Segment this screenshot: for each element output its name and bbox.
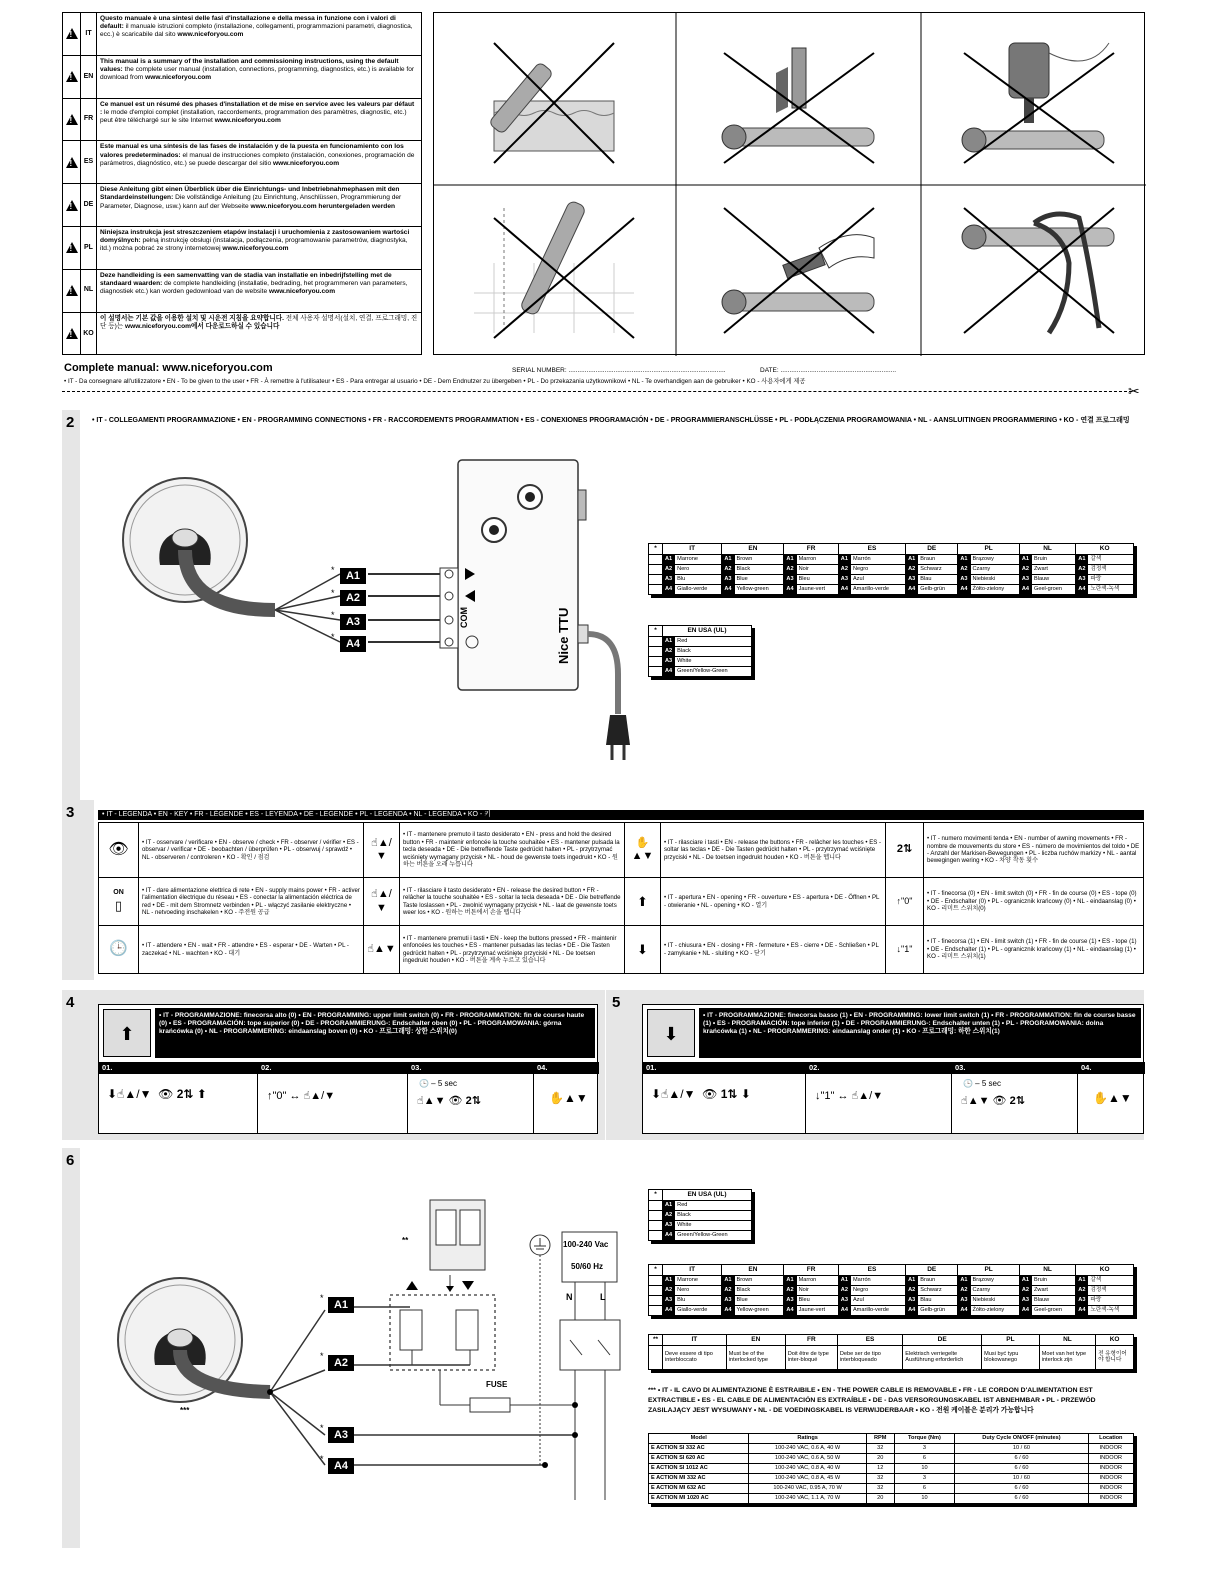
lower-limit-icon: ⬇	[647, 1009, 695, 1057]
language-summary: Niniejsza instrukcja jest streszczeniem etapów instalacji i uruchomienia z zastosowaniem wartości domyślnych: pełną instrukcję obsługi (instalacja, podłączenia, programowanie parametrów, diagnostyka, itd.) można pobrać ze strony internetowej www.niceforyou.com	[100, 228, 410, 253]
date-field: DATE: ................................................................	[760, 367, 897, 374]
no-drill-illustration	[962, 43, 1114, 163]
step-03-icons: ☝▲▼ 👁 2⇅	[961, 1095, 1025, 1107]
usa-color-row: A3 White	[649, 656, 752, 666]
language-code: IT	[81, 13, 97, 55]
color-row: A4 Giallo-verde A4 Yellow-green A4 Jaune-vert A4 Amarillo-verde A4 Gelb-grün A4 Żółto-zielony A4 Geel-groen A4 노란색-녹색	[649, 584, 1134, 594]
wire-color-table: * IT EN FR ES DE PL NL KO A1 Marrone A1 Brown A1 Marron A1 Marrón A1 Braun A1 Brązowy A1 Bruin A1 갈색 A2 Nero A2 Black A2 Noir A2 Negro A2 Schwarz A2 Czarny A2 Zwart A2 검정색 A3 Blu A3 Blue A3 Bleu A3 Azul A3 Blau A3 Niebieski A3 Blauw A3 파랑 A4 Giallo-verde A4 Yellow-green A4 Jaune-vert A4 Amarillo-verde A4 Gelb-grün A4 Żółto-zielony A4 Geel-groen A4 노란색-녹색	[648, 543, 1134, 595]
spec-row: E ACTION SI 1012 AC 100-240 VAC, 0.8 A, 40 W 12 10 6 / 60 INDOOR	[649, 1464, 1134, 1474]
color-row: A4 Giallo-verde A4 Yellow-green A4 Jaune-vert A4 Amarillo-verde A4 Gelb-grün A4 Żółto-zielony A4 Geel-groen A4 노란색-녹색	[649, 1305, 1134, 1315]
section-4-title: • IT - PROGRAMMAZIONE: finecorsa alto (0) • EN - PROGRAMMING: upper limit switch (0) • FR - PROGRAMMATION: fin de course haute (0) • ES - PROGRAMACIÓN: tope superior (0) • DE - PROGRAMMIERUNG-: Endschalter oben (0) • PL - PROGRAMOWANIA: górna krańcówka (0) • NL - PROGRAMMERING: eindaanslag boven (0) • KO - 프로그래밍: 상한 스위치(0)	[155, 1008, 595, 1058]
warning-icon	[63, 270, 81, 312]
device-name: Nice TTU	[556, 607, 571, 664]
spec-row: E ACTION MI 1020 AC 100-240 VAC, 1.1 A, 70 W 20 10 6 / 60 INDOOR	[649, 1494, 1134, 1504]
step-04-icons: ✋▲▼	[549, 1091, 588, 1105]
language-row-es	[63, 141, 421, 184]
usa-color-row: A2 Black	[649, 1210, 752, 1220]
color-row: A1 Marrone A1 Brown A1 Marron A1 Marrón A1 Braun A1 Brązowy A1 Bruin A1 갈색	[649, 1275, 1134, 1285]
legend-press-hold: • IT - mantenere premuto il tasto desiderato • EN - press and hold the desired button • FR - maintenir enfoncée la touche souhaitée • ES - mantener pulsada la tecla deseada • DE - Die betreffende Taste gedrückt halten • PL - przytrzymać wciśnięty wymagany przycisk • NL - houd de gewenste toets ingedrukt • KO - 원하는 버튼을 오래 누릅니다	[400, 823, 625, 878]
power-frequency: 50/60 Hz	[571, 1262, 604, 1271]
step-03-icons: ☝▲▼ 👁 2⇅	[417, 1095, 481, 1107]
language-row-it	[63, 13, 421, 56]
wire-a3-label: A3	[340, 614, 366, 630]
usa-wire-color-table-2: * EN USA (UL) A1 Red A2 Black A3 White A4 Green/Yellow-Green	[648, 1189, 752, 1241]
power-voltage: 100-240 Vac	[563, 1240, 609, 1249]
color-row: A3 Blu A3 Blue A3 Bleu A3 Azul A3 Blau A3 Niebieski A3 Blauw A3 파랑	[649, 1295, 1134, 1305]
legend-limit-1: • IT - finecorsa (1) • EN - limit switch (1) • FR - fin de course (1) • ES - tope (1) • DE - Endschalter (1) • PL - ogranicznik krańcowy (1) • NL - eindaanslag (1) • KO - 리미트 스위치(1)	[924, 926, 1144, 974]
interlock-pl: Musi być typu blokowanego	[982, 1345, 1040, 1369]
color-row: A3 Blu A3 Blue A3 Bleu A3 Azul A3 Blau A3 Niebieski A3 Blauw A3 파랑	[649, 574, 1134, 584]
clock-icon: 🕒	[99, 926, 139, 974]
section-3-side	[62, 800, 94, 980]
step-02: 02.	[809, 1063, 820, 1072]
step-03-timer: 🕒 – 5 sec	[963, 1079, 1001, 1088]
wire-a3-label: A3	[328, 1427, 354, 1443]
legend-awning-count: • IT - numero movimenti tenda • EN - number of awning movements • FR - nombre de mouvements du store • ES - número de movimientos del toldo • DE - Anzahl der Markisen-Bewegungen • PL - liczba ruchów markizy • NL - aantal bewegingen wering • KO - 차양 작동 횟수	[924, 823, 1144, 878]
cut-line	[62, 391, 1132, 392]
wire-a1-label: A1	[328, 1297, 354, 1313]
no-hammer-illustration	[722, 208, 874, 333]
fuse-label: FUSE	[486, 1380, 508, 1389]
language-summary: Ce manuel est un résumé des phases d'installation et de mise en service avec les valeurs par défaut : le mode d'emploi complet (installation, raccordements, programmation des paramètres, diagnostic, etc.) peut être téléchargé sur le site Internet www.niceforyou.com	[100, 100, 415, 125]
no-water-illustration	[488, 43, 614, 163]
serial-number-field: SERIAL NUMBER: .......................................................................................	[512, 367, 726, 374]
language-row-ko	[63, 313, 421, 356]
warning-icon	[63, 313, 81, 356]
language-summary-box	[62, 12, 422, 355]
legend-observe: • IT - osservare / verificare • EN - observe / check • FR - observer / vérifier • ES - observar / verificar • DE - beobachten / überprüfen • PL - obserwuj / sprawdź • NL - observeren / controleren • KO - 확인 / 점검	[139, 823, 364, 878]
step-02: 02.	[261, 1063, 272, 1072]
programming-connection-diagram	[100, 450, 660, 780]
no-drop-illustration	[474, 200, 634, 338]
step-04: 04.	[1081, 1063, 1092, 1072]
cable-removable-note: *** • IT - IL CAVO DI ALIMENTAZIONE È ESTRAIBILE • EN - THE POWER CABLE IS REMOVABLE • FR - LE CORDON D'ALIMENTATION EST EXTRACTIBLE • ES - EL CABLE DE ALIMENTACIÓN ES EXTRAÍBLE • DE - DAS VERSORGUNGSKABEL IST ABNEHMBAR • PL - PRZEWÓD ZASILAJĄCY JEST WYSUWANY • NL - DE VOEDINGSKABEL IS VERWIJDERBAAR • KO - 전원 케이블은 분리가 가능합니다	[648, 1387, 1096, 1414]
language-code: NL	[81, 270, 97, 312]
warning-icon	[63, 141, 81, 183]
release-button-icon: ☝▲/▼	[364, 878, 400, 926]
spec-row: E ACTION SI 620 AC 100-240 VAC, 0.6 A, 50 W 20 6 6 / 60 INDOOR	[649, 1454, 1134, 1464]
spec-row: E ACTION MI 632 AC 100-240 VAC, 0.95 A, 70 W 32 6 6 / 60 INDOOR	[649, 1484, 1134, 1494]
final-connection-diagram	[100, 1180, 630, 1500]
step-01-icons: ⬇☝▲/▼ 👁 1⇅ ⬇	[651, 1087, 751, 1101]
usa-color-row: A1 Red	[649, 1200, 752, 1210]
legend-keep-pressed: • IT - mantenere premuti i tasti • EN - keep the buttons pressed • FR - maintenir enfoncées les touches • ES - mantener pulsadas las teclas • DE - Die Tasten gedrückt halten • PL - przytrzymać wciśnięte przyciski • NL - De toetsen ingedrukt houden • KO - 버튼을 계속 누르고 있습니다	[400, 926, 625, 974]
language-row-pl	[63, 227, 421, 270]
legend-power: • IT - dare alimentazione elettrica di rete • EN - supply mains power • FR - activer l'alimentation électrique du réseau • ES - conectar la alimentación eléctrica de red • DE - mit dem Stromnetz verbinden • PL - włączyć zasilanie elektryczne • NL - netvoeding inschakelen • KO - 주전원 공급	[139, 878, 364, 926]
wire-a2-label: A2	[328, 1355, 354, 1371]
language-code: FR	[81, 99, 97, 141]
com-label: COM	[459, 607, 469, 628]
scissors-icon: ✂	[1128, 383, 1140, 399]
step-01: 01.	[102, 1063, 113, 1072]
interlock-nl: Moet van het type interlock zijn	[1039, 1345, 1095, 1369]
language-row-de	[63, 184, 421, 227]
section-4-number: 4	[66, 994, 75, 1011]
deliver-line: • IT - Da consegnare all'utilizzatore • EN - To be given to the user • FR - À remettre à l'utilisateur • ES - Para entregar al usuario • DE - Dem Endnutzer zu übergeben • PL - Do przekazania użytkownikowi • NL - Te overhandigen aan de gebruiker • KO - 사용자에게 제공	[64, 378, 806, 385]
release-buttons-icon: ✋▲▼	[625, 823, 661, 878]
section-3-title: • IT - LEGENDA • EN - KEY • FR - LÉGENDE • ES - LEYENDA • DE - LEGENDE • PL - LEGENDA • NL - LEGENDA • KO - 키	[98, 810, 1144, 820]
usa-wire-color-table: * EN USA (UL) A1 Red A2 Black A3 White A4 Green/Yellow-Green	[648, 625, 752, 677]
usa-color-row: A1 Red	[649, 636, 752, 646]
legend-release-buttons: • IT - rilasciare i tasti • EN - release the buttons • FR - relâcher les touches • ES - soltar las teclas • DE - Die Tasten gedrückt halten • PL - przytrzymać wciśnięte przyciski • NL - De toetsen ingedrukt houden • KO - 버튼을 뗍니다	[661, 823, 886, 878]
closing-icon: ⬇	[625, 926, 661, 974]
section-2-number: 2	[66, 414, 75, 431]
neutral-label: N	[566, 1292, 573, 1302]
section-2-title: • IT - COLLEGAMENTI PROGRAMMAZIONE • EN - PROGRAMMING CONNECTIONS • FR - RACCORDEMENTS PROGRAMMATION • ES - CONEXIONES PROGRAMACIÓN • DE - PROGRAMMIERANSCHLÜSSE • PL - PODŁĄCZENIA PROGRAMOWANIA • NL - AANSLUITINGEN PROGRAMMERING • KO - 연결 프로그래밍	[92, 417, 1130, 424]
wire-a2-label: A2	[340, 590, 366, 606]
legend-closing: • IT - chiusura • EN - closing • FR - fermeture • ES - cierre • DE - Schließen • PL - zamykanie • NL - sluiting • KO - 닫기	[661, 926, 886, 974]
legend-limit-0: • IT - finecorsa (0) • EN - limit switch (0) • FR - fin de course (0) • ES - tope (0) • DE - Endschalter (0) • PL - ogranicznik krańcowy (0) • NL - eindaanslag (0) • KO - 리미트 스위치(0)	[924, 878, 1144, 926]
section-5-title: • IT - PROGRAMMAZIONE: finecorsa basso (1) • EN - PROGRAMMING: lower limit switch (1) • FR - PROGRAMMATION: fin de course basse (1) • ES - PROGRAMACIÓN: tope inferior (1) • DE - PROGRAMMIERUNG-: Endschalter unten (1) • PL - PROGRAMOWANIA: dolna krańcówka (1) • NL - PROGRAMMERING: eindaanslag onder (1) • KO - 프로그래밍: 하한 스위치(1)	[699, 1008, 1141, 1058]
section-6-number: 6	[66, 1152, 75, 1169]
warning-illustrations	[433, 12, 1145, 355]
language-row-en	[63, 56, 421, 99]
color-row: A2 Nero A2 Black A2 Noir A2 Negro A2 Schwarz A2 Czarny A2 Zwart A2 검정색	[649, 564, 1134, 574]
legend-release-button: • IT - rilasciare il tasto desiderato • EN - release the desired button • FR - relâcher la touche souhaitée • ES - soltar la tecla deseada • DE - Die betreffende Taste loslassen • PL - zwolnić wymagany przycisk • NL - laat de gewenste toets weer los • KO - 원하는 버튼에서 손을 뗍니다	[400, 878, 625, 926]
language-summary: Deze handleiding is een samenvatting van de stadia van installatie en inbedrijfstelling met de standaard waarden: de complete handleiding (installatie, bedrading, het programmeren van parameters, diagnostiek etc.) kan worden gedownload van de website www.niceforyou.com	[100, 271, 408, 296]
warning-icon	[63, 184, 81, 226]
step-02-icons: ↓"1" ↔ ☝▲/▼	[815, 1090, 884, 1102]
language-row-fr	[63, 99, 421, 142]
awning-count-icon: 2⇅	[886, 823, 924, 878]
language-code: DE	[81, 184, 97, 226]
language-code: KO	[81, 313, 97, 356]
section-4-panel	[98, 1004, 598, 1134]
warning-icon	[63, 56, 81, 98]
limit-1-icon: ↓"1"	[886, 926, 924, 974]
limit-0-icon: ↑"0"	[886, 878, 924, 926]
wire-color-table-2: * IT EN FR ES DE PL NL KO A1 Marrone A1 Brown A1 Marron A1 Marrón A1 Braun A1 Brązowy A1 Bruin A1 갈색 A2 Nero A2 Black A2 Noir A2 Negro A2 Schwarz A2 Czarny A2 Zwart A2 검정색 A3 Blu A3 Blue A3 Bleu A3 Azul A3 Blau A3 Niebieski A3 Blauw A3 파랑 A4 Giallo-verde A4 Yellow-green A4 Jaune-vert A4 Amarillo-verde A4 Gelb-grün A4 Żółto-zielony A4 Geel-groen A4 노란색-녹색	[648, 1264, 1134, 1316]
key-legend-table	[98, 822, 1144, 974]
section-5-panel	[642, 1004, 1144, 1134]
step-02-icons: ↑"0" ↔ ☝▲/▼	[267, 1090, 336, 1102]
cable-stars: ***	[180, 1406, 190, 1415]
step-03: 03.	[411, 1063, 422, 1072]
language-row-nl	[63, 270, 421, 313]
interlock-en: Must be of the interlocked type	[726, 1345, 785, 1369]
spec-row: E ACTION SI 332 AC 100-240 VAC, 0.6 A, 40 W 32 3 10 / 60 INDOOR	[649, 1444, 1134, 1454]
interlock-fr: Doit être de type inter-bloqué	[785, 1345, 837, 1369]
press-hold-icon: ☝▲/▼	[364, 823, 400, 878]
no-pliers-illustration	[962, 208, 1114, 333]
complete-manual-title: Complete manual: www.niceforyou.com	[64, 362, 273, 374]
model-spec-table: Model Ratings RPM Torque (Nm) Duty Cycle ON/OFF (minutes) Location E ACTION SI 332 AC 100-240 VAC, 0.6 A, 40 W 32 3 10 / 60 INDOOR E ACTION SI 620 AC 100-240 VAC, 0.6 A, 50 W 20 6 6 / 60 INDOOR E ACTION SI 1012 AC 100-240 VAC, 0.8 A, 40 W 12 10 6 / 60 INDOOR E ACTION MI 332 AC 100-240 VAC, 0.8 A, 45 W 32 3 10 / 60 INDOOR E ACTION MI 632 AC 100-240 VAC, 0.95 A, 70 W 32 6 6 / 60 INDOOR E ACTION MI 1020 AC 100-240 VAC, 1.1 A, 70 W 20 10 6 / 60 INDOOR	[648, 1433, 1134, 1504]
language-summary: Diese Anleitung gibt einen Überblick über die Einrichtungs- und Inbetriebnahmephasen mit den Standardeinstellungen: Die vollständige Anleitung (zu Einrichtung, Anschlüssen, Programmierung der Parameter, Diagnose, usw.) kann auf der Webseite www.niceforyou.com heruntergeladen werden	[100, 186, 402, 210]
interlock-it: Deve essere di tipo interbloccato	[663, 1345, 727, 1369]
warning-icon	[63, 99, 81, 141]
spec-row: E ACTION MI 332 AC 100-240 VAC, 0.8 A, 45 W 32 3 10 / 60 INDOOR	[649, 1474, 1134, 1484]
warning-icon	[63, 13, 81, 55]
color-row: A1 Marrone A1 Brown A1 Marron A1 Marrón A1 Braun A1 Brązowy A1 Bruin A1 갈색	[649, 554, 1134, 564]
warning-icon	[63, 227, 81, 269]
language-code: EN	[81, 56, 97, 98]
eye-icon: 👁	[99, 823, 139, 878]
interlock-table: ** IT EN FR ES DE PL NL KO Deve essere di tipo interbloccato Must be of the interlocked type Doit être de type inter-bloqué Debe ser de tipo interbloqueado Elektrisch verriegelte Ausführung erforderlich Musi być typu blokowanego Moet van het type interlock zijn 전 유형이어야 합니다	[648, 1334, 1134, 1370]
color-row: A2 Nero A2 Black A2 Noir A2 Negro A2 Schwarz A2 Czarny A2 Zwart A2 검정색	[649, 1285, 1134, 1295]
interlock-stars: **	[402, 1236, 409, 1245]
wire-a4-label: A4	[340, 636, 366, 652]
upper-limit-icon: ⬆	[103, 1009, 151, 1057]
wire-a1-label: A1	[340, 568, 366, 584]
interlock-ko: 전 유형이어야 합니다	[1096, 1345, 1134, 1369]
step-04-icons: ✋▲▼	[1093, 1091, 1132, 1105]
usa-color-row: A4 Green/Yellow-Green	[649, 1230, 752, 1240]
step-01: 01.	[646, 1063, 657, 1072]
language-code: PL	[81, 227, 97, 269]
usa-color-row: A4 Green/Yellow-Green	[649, 666, 752, 676]
language-summary: 이 설명서는 기본 값을 이용한 설치 및 시운전 지침을 요약합니다. 전체 사용자 설명서(설치, 연결, 프로그래밍, 진단 등)는 www.niceforyou.com에서 다운로드하실 수 있습니다	[100, 314, 418, 330]
language-summary: Este manual es una síntesis de las fases de instalación y de la puesta en funcionamiento con los valores predeterminados: el manual de instrucciones completo (instalación, conexiones, programación de parámetros, diagnóstico, etc.) se puede descargar del sitio www.niceforyou.com	[100, 143, 415, 167]
usa-color-row: A2 Black	[649, 646, 752, 656]
step-04: 04.	[537, 1063, 548, 1072]
keep-pressed-icon: ☝▲▼	[364, 926, 400, 974]
interlock-es: Debe ser de tipo interbloqueado	[837, 1345, 902, 1369]
opening-icon: ⬆	[625, 878, 661, 926]
language-summary: This manual is a summary of the installation and commissioning instructions, using the default values: the complete user manual (installation, connections, programming, diagnostics, etc.) is available for download from www.niceforyou.com	[100, 57, 415, 82]
step-01-icons: ⬇☝▲/▼ 👁 2⇅ ⬆	[107, 1087, 207, 1101]
usa-color-row: A3 White	[649, 1220, 752, 1230]
section-3-number: 3	[66, 804, 75, 821]
section-6-side	[62, 1148, 80, 1548]
legend-opening: • IT - apertura • EN - opening • FR - ouverture • ES - apertura • DE - Öffnen • PL - otwieranie • NL - opening • KO - 열기	[661, 878, 886, 926]
legend-wait: • IT - attendere • EN - wait • FR - attendre • ES - esperar • DE - Warten • PL - zaczekać • NL - wachten • KO - 대기	[139, 926, 364, 974]
section-5-number: 5	[612, 994, 621, 1011]
language-summary: Questo manuale è una sintesi delle fasi d'installazione e della messa in funzione con i valori di default: il manuale istruzioni completo (installazione, collegamenti, programmazioni parametri, diagnostica, ecc.) è scaricabile dal sito www.niceforyou.com	[100, 15, 413, 39]
step-03-timer: 🕒 – 5 sec	[419, 1079, 457, 1088]
step-03: 03.	[955, 1063, 966, 1072]
no-screw-illustration	[722, 48, 874, 163]
wire-a4-label: A4	[328, 1458, 354, 1474]
section-2-side	[62, 410, 80, 800]
line-label: L	[600, 1292, 606, 1302]
warning-illustrations-svg	[434, 13, 1146, 356]
language-code: ES	[81, 141, 97, 183]
interlock-de: Elektrisch verriegelte Ausführung erforderlich	[903, 1345, 982, 1369]
power-on-icon: ON ▯	[99, 878, 139, 926]
